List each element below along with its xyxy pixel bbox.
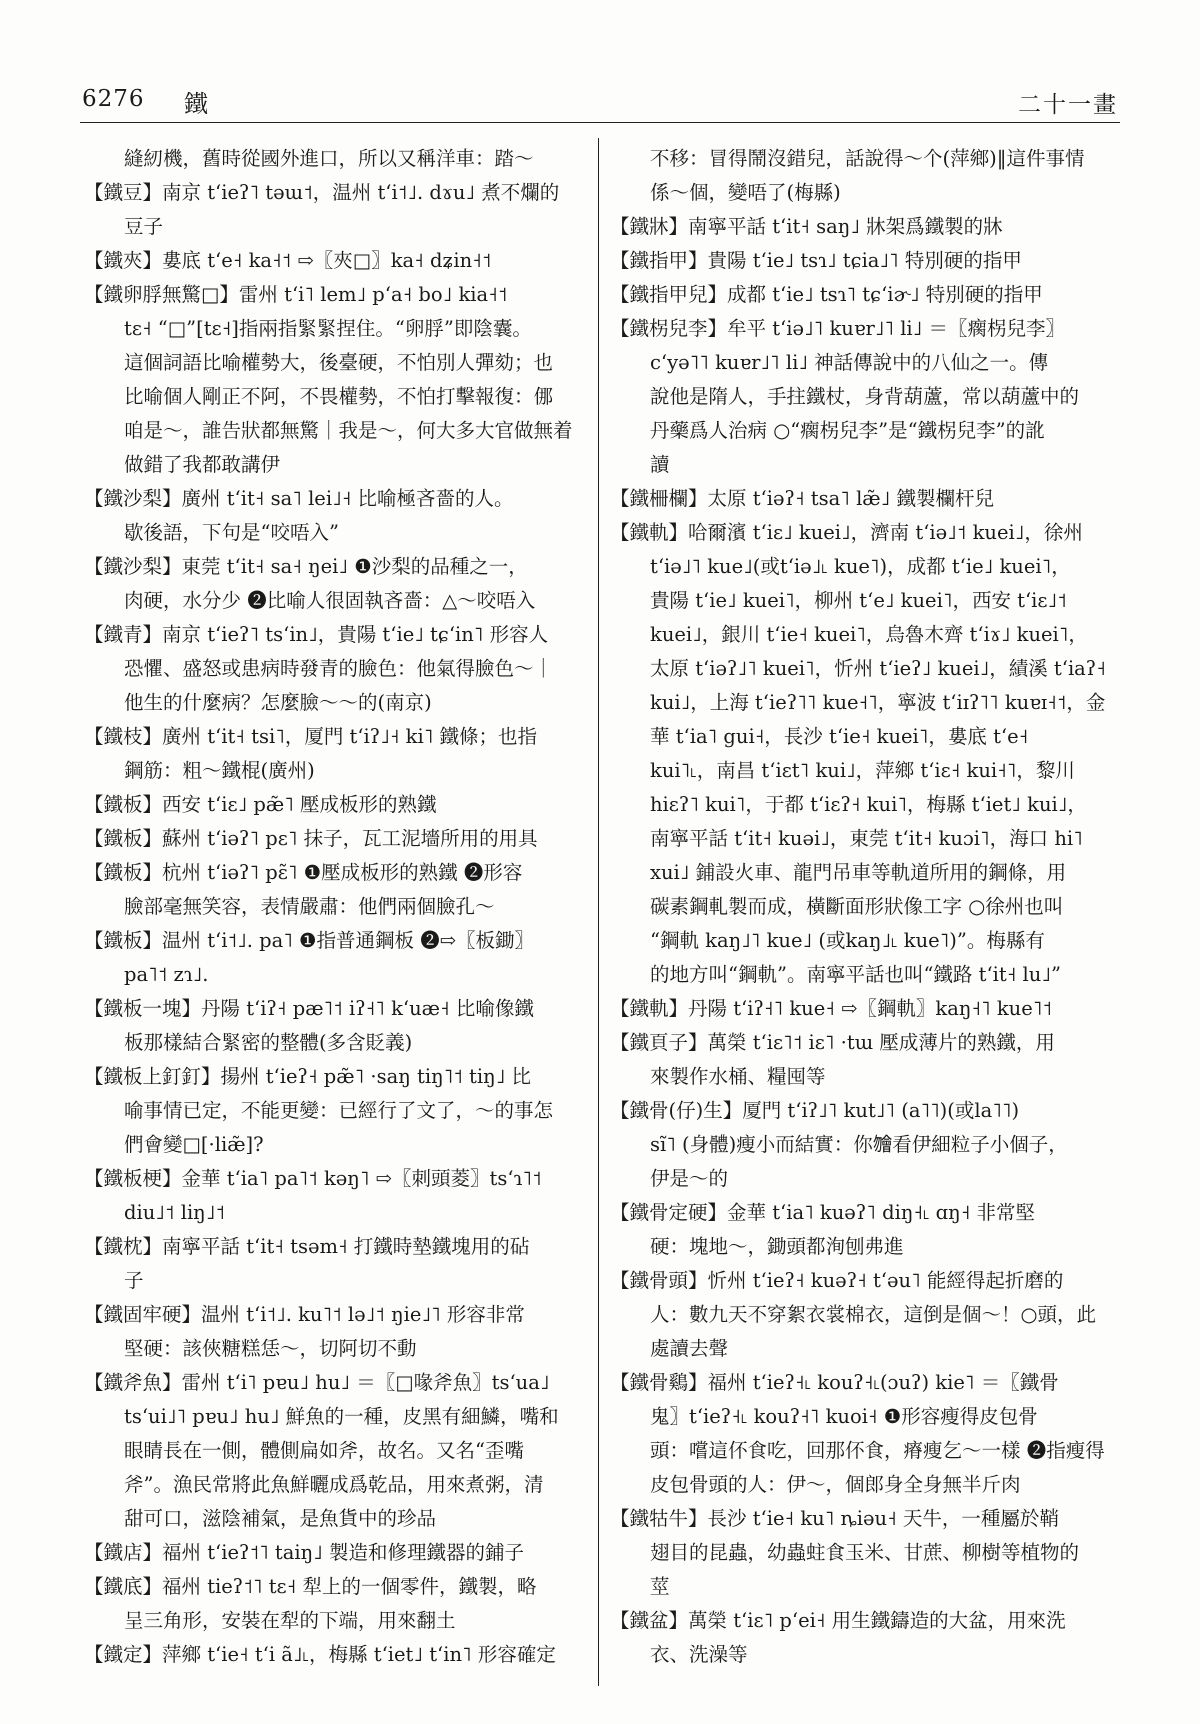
entry-text-line: 人：數九天不穿絮衣裳棉衣，這倒是個～！○頭，此 (650, 1303, 1097, 1326)
entry-headline: 【鐵板一塊】丹陽 tʻiʔ˧ pæ˥˦ iʔ˧˥ kʻuæ˧ 比喻像鐵 (84, 997, 534, 1020)
entry-headline: 【鐵固牢硬】温州 tʻi˦˩. ku˥˦ lə˩˦ ŋie˩˥ 形容非常 (84, 1303, 525, 1326)
entry-headline: 【鐵指甲兒】成都 tʻie˩ tsɿ˥ tɕʻiɚ˩ 特別硬的指甲 (610, 283, 1043, 306)
entry-headline: 【鐵骨鷄】福州 tʻieʔ˧˪ kouʔ˧˪(ɔuʔ) kie˥ ＝〖鐵骨 (610, 1371, 1059, 1394)
entry-continuation (610, 142, 1116, 210)
dictionary-entry (84, 550, 580, 618)
entry-text-line: 來製作水桶、糧囤等 (650, 1065, 826, 1088)
dictionary-entry (84, 822, 580, 856)
entry-headline: 【鐵沙梨】廣州 tʻit˧ sa˥ lei˩˧ 比喻極吝嗇的人。 (84, 487, 514, 510)
entry-text-line: 恐懼、盛怒或患病時發青的臉色：他氣得臉色～｜ (124, 657, 554, 680)
entry-text-line: 們會變□[·liæ̃]? (124, 1133, 264, 1156)
entry-headline: 【鐵板梗】金華 tʻia˥ pa˥˦ kəŋ˥ ⇨〖刺頭菱〗tsʻɿ˥˦ (84, 1167, 542, 1190)
entry-headline: 【鐵夾】婁底 tʻe˧ ka˧˦ ⇨〖夾□〗ka˧ dʑin˧˦ (84, 249, 492, 272)
page-header (80, 82, 1120, 122)
dictionary-entry (84, 1230, 580, 1298)
entry-text-line: 翅目的昆蟲，幼蟲蛀食玉米、甘蔗、柳樹等植物的 (650, 1541, 1080, 1564)
dictionary-entry (84, 1366, 580, 1536)
entry-text-line: 碳素鋼軋製而成，橫斷面形狀像工字 ○徐州也叫 (650, 895, 1064, 918)
page-number: 6276 (82, 86, 145, 112)
entry-headline: 【鐵板】温州 tʻi˦˩. pa˥ ❶指普通鋼板 ❷⇨〖板鋤〗 (84, 929, 535, 952)
entry-text-line: 鬼〗tʻieʔ˧˪ kouʔ˧˥ kuoi˧ ❶形容瘦得皮包骨 (650, 1405, 1038, 1428)
entry-text-line: 丹藥爲人治病 ○“瘸柺兒李”是“鐵柺兒李”的訛 (650, 419, 1045, 442)
entry-text-line: cʻyə˥˥ kuɐr˩˥ li˩ 神話傳說中的八仙之一。傳 (650, 351, 1049, 374)
entry-text-line: 貴陽 tʻie˩ kuei˥，柳州 tʻe˩ kuei˥，西安 tʻiɛ˩˦ (650, 589, 1067, 612)
entry-text-line: kui˥˪，南昌 tʻiɛt˥ kui˩，萍鄉 tʻiɛ˧ kui˧˥，黎川 (650, 759, 1075, 782)
entry-text-line: 衣、洗澡等 (650, 1643, 748, 1666)
dictionary-entry (84, 1298, 580, 1366)
entry-text-line: pa˥˦ zɿ˩. (124, 963, 209, 986)
entry-text-line: 係～個，變唔了(梅縣) (650, 181, 841, 204)
entry-text-line: 這個詞語比喻權勢大，後臺硬，不怕別人彈劾；也 (124, 351, 554, 374)
entry-text-line: tɛ˧ “□”[tɛ˧]指兩指緊緊捏住。“卵脬”即陰囊。 (124, 317, 532, 340)
entry-text-line: 堅硬：該俠糖糕恁～，切阿切不動 (124, 1337, 417, 1360)
entry-text-line: 子 (124, 1269, 144, 1292)
entry-headline: 【鐵牯牛】長沙 tʻie˧ ku˥ ȵiəu˧ 天牛，一種屬於鞘 (610, 1507, 1059, 1530)
entry-headline: 【鐵底】福州 tieʔ˦˥ tɛ˧ 犁上的一個零件，鐵製，略 (84, 1575, 537, 1598)
entry-text-line: 硬：塊地～，鋤頭都洵刨弗進 (650, 1235, 904, 1258)
entry-headline: 【鐵骨定硬】金華 tʻia˥ kuəʔ˥ diŋ˧˪ ɑŋ˧ 非常堅 (610, 1201, 1036, 1224)
entry-text-line: sĩ˥ (身體)瘦小而結實：你𣍐看伊細粒子小個子， (650, 1133, 1068, 1156)
header-rule (80, 122, 1120, 123)
entry-text-line: 呈三角形，安裝在犁的下端，用來翻土 (124, 1609, 456, 1632)
entry-text-line: 伊是～的 (650, 1167, 729, 1190)
entry-headline: 【鐵店】福州 tʻieʔ˦˥ taiŋ˩ 製造和修理鐵器的鋪子 (84, 1541, 524, 1564)
entry-headline: 【鐵定】萍鄉 tʻie˧ tʻi ã˩˪，梅縣 tʻiet˩ tʻin˥ 形容確定 (84, 1643, 556, 1666)
entry-text-line: 南寧平話 tʻit˧ kuəi˩，東莞 tʻit˧ kuɔi˥，海口 hi˥ (650, 827, 1083, 850)
dictionary-entry (610, 1196, 1116, 1264)
entry-text-line: 頭：嚐這伓食吃，回那伓食，瘠瘦乞～一樣 ❷指瘦得 (650, 1439, 1105, 1462)
dictionary-entry (84, 1060, 580, 1162)
dictionary-entry (610, 516, 1116, 992)
dictionary-entry (84, 924, 580, 992)
dictionary-entry (84, 992, 580, 1060)
dictionary-entry (610, 1264, 1116, 1366)
dictionary-entry (610, 1366, 1116, 1502)
entry-headline: 【鐵軌】丹陽 tʻiʔ˧˥ kue˧ ⇨〖鋼軌〗kaŋ˧˥ kue˥˦ (610, 997, 1053, 1020)
dictionary-entry (84, 856, 580, 924)
entry-text-line: 豆子 (124, 215, 164, 238)
entry-text-line: 咱是～，誰告狀都無驚｜我是～，何大多大官做無着 (124, 419, 573, 442)
entry-text-line: kui˩，上海 tʻieʔ˥˥ kue˧˥，寧波 tʻiɪʔ˥˥ kuɐɪ˧˦，金 (650, 691, 1106, 714)
entry-text-line: 太原 tʻiəʔ˩˥ kuei˥，忻州 tʻieʔ˩ kuei˩，績溪 tʻiaʔ˧ (650, 657, 1106, 680)
dictionary-entry (84, 1570, 580, 1638)
entry-headline: 【鐵板】西安 tʻiɛ˩ pæ̃˥ 壓成板形的熟鐵 (84, 793, 437, 816)
entry-headline: 【鐵枝】廣州 tʻit˧ tsi˥，厦門 tʻiʔ˩˧ ki˥ 鐵條；也指 (84, 725, 538, 748)
entry-headline: 【鐵骨(仔)生】厦門 tʻiʔ˩˥ kut˩˥ (a˥˥)(或la˥˥) (610, 1099, 1020, 1122)
entry-text-line: 眼睛長在一側，體側扁如斧，故名。又名“歪嘴 (124, 1439, 524, 1462)
entry-text-line: 處讀去聲 (650, 1337, 729, 1360)
entry-headline: 【鐵指甲】貴陽 tʻie˩ tsɿ˩ tɕia˩˥ 特別硬的指甲 (610, 249, 1022, 272)
entry-headline: 【鐵卵脬無驚□】雷州 tʻi˥ lem˩ pʻa˧ bo˩ kia˧˦ (84, 283, 508, 306)
column-divider (598, 138, 599, 1686)
entry-text-line: 華 tʻia˥ gui˧，長沙 tʻie˧ kuei˥，婁底 tʻe˧ (650, 725, 1029, 748)
entry-headline: 【鐵柺兒李】牟平 tʻiə˩˥ kuɐr˩˥ li˩ ＝〖瘸柺兒李〗 (610, 317, 1065, 340)
entry-text-line: hiɛʔ˥ kui˥，于都 tʻiɛʔ˧ kui˥，梅縣 tʻiet˩ kui˩， (650, 793, 1087, 816)
entry-text-line: 讀 (650, 453, 670, 476)
dictionary-entry (84, 720, 580, 788)
entry-text-line: xui˩ 鋪設火車、龍門吊車等軌道所用的鋼條，用 (650, 861, 1067, 884)
entry-headline: 【鐵板】杭州 tʻiəʔ˥ pɛ̃˥ ❶壓成板形的熟鐵 ❷形容 (84, 861, 523, 884)
right-column (610, 142, 1116, 1672)
entry-headline: 【鐵枕】南寧平話 tʻit˧ tsəm˧ 打鐵時墊鐵塊用的砧 (84, 1235, 530, 1258)
entry-continuation (84, 142, 580, 176)
stroke-section: 二十一畫 (1018, 92, 1118, 118)
entry-headline: 【鐵斧魚】雷州 tʻi˥ pɐu˩ hu˩ ＝〖□喙斧魚〗tsʻua˩ (84, 1371, 550, 1394)
dictionary-entry (610, 992, 1116, 1026)
entry-text-line: 莖 (650, 1575, 670, 1598)
entry-text-line: 不移：冒得鬧沒錯兒，話說得～个(萍鄉)‖這件事情 (650, 147, 1085, 170)
dictionary-entry (610, 1604, 1116, 1672)
entry-headline: 【鐵柵欄】太原 tʻiəʔ˧ tsa˥ læ̃˩ 鐵製欄杆兒 (610, 487, 994, 510)
dictionary-entry (84, 482, 580, 550)
dictionary-entry (84, 1536, 580, 1570)
dictionary-entry (84, 278, 580, 482)
entry-headline: 【鐵板上釘釘】揚州 tʻieʔ˧ pæ̃˥ ·saŋ tiŋ˥˦ tiŋ˩ 比 (84, 1065, 532, 1088)
entry-headline: 【鐵青】南京 tʻieʔ˥ tsʻin˩，貴陽 tʻie˩ tɕʻin˥ 形容人 (84, 623, 549, 646)
entry-text-line: 臉部毫無笑容，表情嚴肅：他們兩個臉孔～ (124, 895, 495, 918)
entry-text-line: 縫紉機，舊時從國外進口，所以又稱洋車：踏～ (124, 147, 534, 170)
dictionary-entry (84, 788, 580, 822)
entry-text-line: 說他是隋人，手拄鐵杖，身背葫蘆，常以葫蘆中的 (650, 385, 1080, 408)
entry-text-line: diu˩˦ liŋ˩˦ (124, 1201, 225, 1224)
entry-text-line: 斧”。漁民常將此魚鮮曬成爲乾品，用來煮粥，清 (124, 1473, 544, 1496)
dictionary-entry (84, 1638, 580, 1672)
dictionary-entry (610, 278, 1116, 312)
dictionary-entry (84, 618, 580, 720)
entry-text-line: 板那樣結合緊密的整體(多含貶義) (124, 1031, 413, 1054)
entry-headline: 【鐵頁子】萬榮 tʻiɛ˥˦ iɛ˥ ·tɯ 壓成薄片的熟鐵，用 (610, 1031, 1055, 1054)
entry-text-line: 鋼筋：粗～鐵棍(廣州) (124, 759, 315, 782)
dictionary-entry (610, 312, 1116, 482)
dictionary-entry (610, 1094, 1116, 1196)
entry-text-line: 肉硬，水分少 ❷比喻人很固執吝嗇：△～咬唔入 (124, 589, 536, 612)
head-character: 鐵 (184, 90, 208, 118)
dictionary-entry (84, 244, 580, 278)
entry-headline: 【鐵軌】哈爾濱 tʻiɛ˩ kuei˩，濟南 tʻiə˩˦ kuei˩，徐州 (610, 521, 1083, 544)
dictionary-entry (84, 1162, 580, 1230)
entry-headline: 【鐵盆】萬榮 tʻiɛ˥ pʻei˧ 用生鐵鑄造的大盆，用來洗 (610, 1609, 1066, 1632)
entry-text-line: tʻiə˩˥ kue˩(或tʻiə˩˪ kue˥)，成都 tʻie˩ kuei˥， (650, 555, 1071, 578)
entry-text-line: 的地方叫“鋼軌”。南寧平話也叫“鐵路 tʻit˧ lu˩” (650, 963, 1061, 986)
entry-headline: 【鐵沙梨】東莞 tʻit˧ sa˧ ŋei˩ ❶沙梨的品種之一， (84, 555, 528, 578)
dictionary-entry (610, 1026, 1116, 1094)
entry-headline: 【鐵豆】南京 tʻieʔ˥ təɯ˦，温州 tʻi˦˩. dɤu˩ 煮不爛的 (84, 181, 560, 204)
entry-headline: 【鐵板】蘇州 tʻiəʔ˥ pɛ˥ 抹子，瓦工泥墻所用的用具 (84, 827, 538, 850)
entry-text-line: 甜可口，滋陰補氣，是魚貨中的珍品 (124, 1507, 437, 1530)
entry-text-line: kuei˩，銀川 tʻie˧ kuei˥，烏魯木齊 tʻiɤ˩ kuei˥， (650, 623, 1088, 646)
left-column (84, 142, 580, 1672)
entry-text-line: tsʻui˩˥ pɐu˩ hu˩ 鮮魚的一種，皮黑有細鱗，嘴和 (124, 1405, 559, 1428)
entry-text-line: 他生的什麼病？怎麼臉～～的(南京) (124, 691, 432, 714)
entry-headline: 【鐵骨頭】忻州 tʻieʔ˧ kuəʔ˧ tʻəu˥ 能經得起折磨的 (610, 1269, 1064, 1292)
dictionary-entry (610, 244, 1116, 278)
entry-text-line: 比喻個人剛正不阿，不畏權勢，不怕打擊報復：㑚 (124, 385, 554, 408)
dictionary-entry (610, 482, 1116, 516)
entry-text-line: “鋼軌 kaŋ˩˥ kue˩ (或kaŋ˩˪ kue˥)”。梅縣有 (650, 929, 1045, 952)
dictionary-entry (84, 176, 580, 244)
entry-text-line: 喻事情已定，不能更變：已經行了文了，～的事怎 (124, 1099, 554, 1122)
entry-text-line: 歇後語，下句是“咬唔入” (124, 521, 339, 544)
entry-text-line: 皮包骨頭的人：伊～，個郎身全身無半斤肉 (650, 1473, 1021, 1496)
entry-text-line: 做錯了我都敢講伊 (124, 453, 281, 476)
dictionary-entry (610, 210, 1116, 244)
dictionary-entry (610, 1502, 1116, 1604)
entry-headline: 【鐵牀】南寧平話 tʻit˧ saŋ˩ 牀架爲鐵製的牀 (610, 215, 1003, 238)
